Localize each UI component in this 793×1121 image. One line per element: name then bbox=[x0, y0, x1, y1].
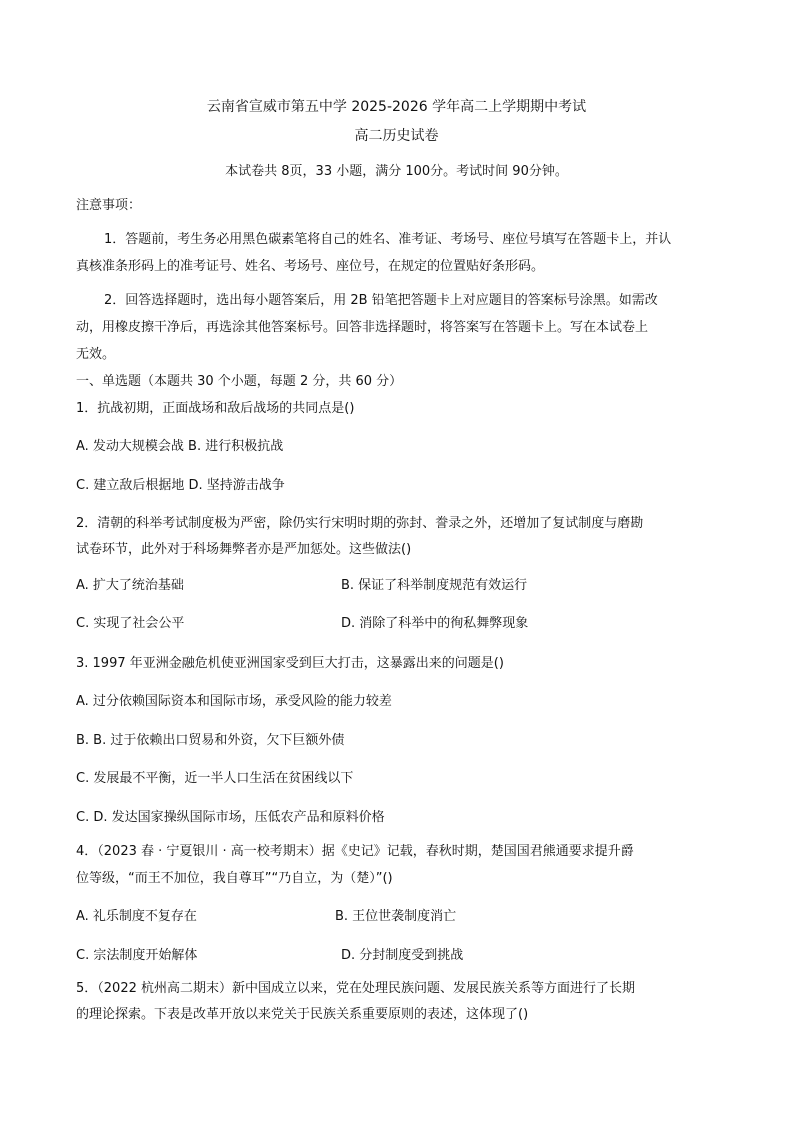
exam-title: 云南省宣威市第五中学 2025-2026 学年高二上学期期中考试 bbox=[206, 99, 587, 115]
notice-heading: 注意事项： bbox=[76, 198, 142, 213]
question-2-option-d: D. 消除了科举中的徇私舞弊现象 bbox=[341, 616, 529, 631]
notice-item-1-line-2: 真核准条形码上的准考证号、姓名、考场号、座位号，在规定的位置贴好条形码。 bbox=[76, 259, 545, 274]
question-5-stem-line-2: 的理论探索。下表是改革开放以来党关于民族关系重要原则的表述，这体现了() bbox=[76, 1007, 529, 1022]
question-3-stem: 3. 1997 年亚洲金融危机使亚洲国家受到巨大打击，这暴露出来的问题是() bbox=[76, 656, 504, 671]
question-4-stem-line-1: 4．（2023 春 · 宁夏银川 · 高一校考期末）据《史记》记载，春秋时期，楚国国君熊通要求提升爵 bbox=[76, 844, 634, 859]
question-2-option-b: B. 保证了科举制度规范有效运行 bbox=[341, 578, 528, 593]
notice-item-2-line-3: 无效。 bbox=[76, 347, 116, 362]
question-2-stem-line-1: 2．清朝的科举考试制度极为严密，除仍实行宋明时期的弥封、誊录之外，还增加了复试制度与磨勘 bbox=[76, 516, 644, 531]
question-3-option-d: C. D. 发达国家操纵国际市场，压低农产品和原料价格 bbox=[76, 810, 385, 825]
question-4-option-c: C. 宗法制度开始解体 bbox=[76, 948, 198, 963]
question-1-options-row-2: C. 建立敌后根据地 D. 坚持游击战争 bbox=[76, 478, 285, 493]
question-1-options-row-1: A. 发动大规模会战 B. 进行积极抗战 bbox=[76, 439, 284, 454]
exam-subtitle: 高二历史试卷 bbox=[354, 128, 439, 144]
question-3-option-c: C. 发展最不平衡，近一半人口生活在贫困线以下 bbox=[76, 771, 354, 786]
question-4-stem-line-2: 位等级，“而王不加位，我自尊耳”“乃自立，为（楚）”() bbox=[76, 871, 393, 886]
question-3-option-a: A. 过分依赖国际资本和国际市场，承受风险的能力较差 bbox=[76, 694, 392, 709]
question-4-option-b: B. 王位世袭制度消亡 bbox=[335, 909, 457, 924]
question-2-option-c: C. 实现了社会公平 bbox=[76, 616, 185, 631]
question-4-option-d: D. 分封制度受到挑战 bbox=[341, 948, 464, 963]
exam-info: 本试卷共 8页，33 小题，满分 100分。考试时间 90分钟。 bbox=[225, 164, 568, 179]
question-5-stem-line-1: 5．（2022 杭州高二期末）新中国成立以来，党在处理民族问题、发展民族关系等方面进行了长期 bbox=[76, 981, 635, 996]
question-1-stem: 1．抗战初期，正面战场和敌后战场的共同点是() bbox=[76, 401, 355, 416]
notice-item-1-line-1: 1．答题前，考生务必用黑色碳素笔将自己的姓名、准考证、考场号、座位号填写在答题卡上，并认 bbox=[104, 232, 672, 247]
question-2-stem-line-2: 试卷环节，此外对于科场舞弊者亦是严加惩处。这些做法() bbox=[76, 542, 412, 557]
notice-item-2-line-1: 2．回答选择题时，选出每小题答案后，用 2B 铅笔把答题卡上对应题目的答案标号涂黑。如需改 bbox=[104, 293, 658, 308]
question-4-option-a: A. 礼乐制度不复存在 bbox=[76, 909, 197, 924]
question-2-option-a: A. 扩大了统治基础 bbox=[76, 578, 184, 593]
question-3-option-b: B. B. 过于依赖出口贸易和外资，欠下巨额外债 bbox=[76, 733, 345, 748]
section-heading: 一、单选题（本题共 30 个小题，每题 2 分，共 60 分） bbox=[76, 374, 403, 389]
notice-item-2-line-2: 动，用橡皮擦干净后，再选涂其他答案标号。回答非选择题时，将答案写在答题卡上。写在本试卷上 bbox=[76, 320, 649, 335]
